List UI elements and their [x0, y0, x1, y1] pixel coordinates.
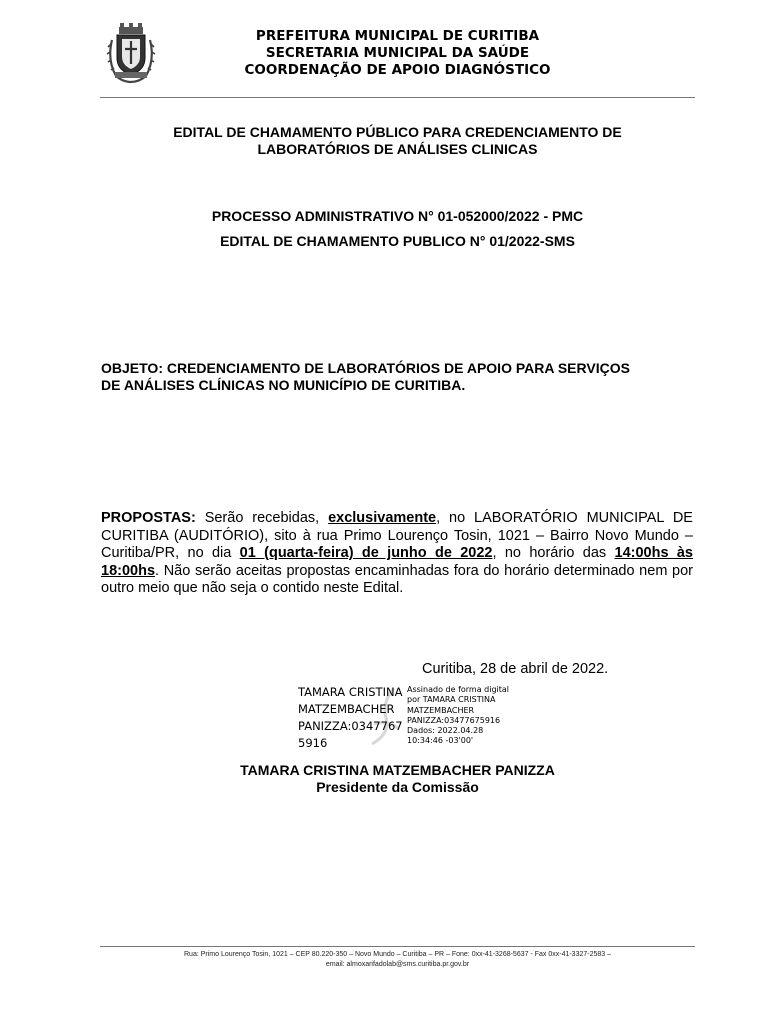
- signature-name-line: PANIZZA:0347767: [298, 719, 403, 733]
- signature-meta-line: por TAMARA CRISTINA: [407, 695, 496, 705]
- edital-number: EDITAL DE CHAMAMENTO PUBLICO N° 01/2022-SMS: [220, 233, 575, 249]
- signature-name-line: 5916: [298, 736, 328, 750]
- process-number: PROCESSO ADMINISTRATIVO N° 01-052000/2022 - PMC: [211, 208, 584, 224]
- signature-meta: [407, 685, 509, 747]
- signature-meta-line: Dados: 2022.04.28: [407, 726, 484, 736]
- signature-name-line: MATZEMBACHER: [298, 702, 395, 716]
- title-line-2: LABORATÓRIOS DE ANÁLISES CLINICAS: [257, 141, 538, 157]
- title-line-1: EDITAL DE CHAMAMENTO PÚBLICO PARA CREDENCIAMENTO DE: [173, 124, 622, 140]
- propostas-paragraph: [101, 510, 693, 598]
- propostas-date: 01 (quarta-feira) de junho de 2022: [239, 545, 493, 561]
- header-divider: [100, 97, 695, 98]
- header-line-1: PREFEITURA MUNICIPAL DE CURITIBA: [255, 28, 540, 44]
- propostas-label: PROPOSTAS:: [101, 510, 196, 526]
- signature-name-line: TAMARA CRISTINA: [298, 685, 403, 699]
- footer-address: Rua: Primo Lourenço Tosin, 1021 – CEP 80.220-350 – Novo Mundo – Curitiba – PR – Fone: 0xx-41-3268-5637 - Fax 0xx-41-3327-2583 –: [184, 951, 611, 958]
- propostas-text-2: , no LABORATÓRIO MUNICIPAL DE CURITIBA (AUDITÓRIO), sito à rua Primo Lourenço Tosin, 1021 – Bairro Novo Mundo – Curitiba/PR, no dia: [101, 510, 693, 561]
- digital-signature: [298, 684, 538, 748]
- footer-divider: [100, 946, 695, 947]
- signature-meta-line: Assinado de forma digital: [407, 685, 510, 694]
- place-date: Curitiba, 28 de abril de 2022.: [422, 661, 609, 677]
- signatory-role: Presidente da Comissão: [316, 779, 479, 795]
- footer-email: email: almoxarifadolab@sms.curitiba.pr.gov.br: [325, 960, 470, 968]
- propostas-text-3: , no horário das: [492, 545, 615, 561]
- signatory-name: TAMARA CRISTINA MATZEMBACHER PANIZZA: [240, 762, 555, 778]
- footer: [100, 950, 695, 969]
- header-line-2: SECRETARIA MUNICIPAL DA SAÚDE: [265, 45, 530, 61]
- signature-meta-line: 10:34:46 -03'00': [407, 736, 474, 746]
- objeto-section: [101, 360, 701, 394]
- objeto-line-1: OBJETO: CREDENCIAMENTO DE LABORATÓRIOS DE APOIO PARA SERVIÇOS: [101, 360, 630, 376]
- propostas-text-4: . Não serão aceitas propostas encaminhadas fora do horário determinado nem por outro meio que não seja o contido neste Edital.: [101, 562, 693, 596]
- signature-name-lines: [298, 684, 403, 752]
- objeto-line-2: DE ANÁLISES CLÍNICAS NO MUNICÍPIO DE CURITIBA.: [101, 377, 466, 393]
- propostas-hours: 14:00hs às 18:00hs: [101, 545, 693, 579]
- propostas-exclusively: exclusivamente: [328, 510, 437, 526]
- header-line-3: COORDENAÇÃO DE APOIO DIAGNÓSTICO: [244, 62, 551, 78]
- signature-meta-line: PANIZZA:03477675916: [407, 715, 501, 725]
- signature-meta-line: MATZEMBACHER: [407, 705, 475, 715]
- propostas-text-1: Serão recebidas,: [195, 510, 329, 526]
- document-title: [100, 124, 695, 158]
